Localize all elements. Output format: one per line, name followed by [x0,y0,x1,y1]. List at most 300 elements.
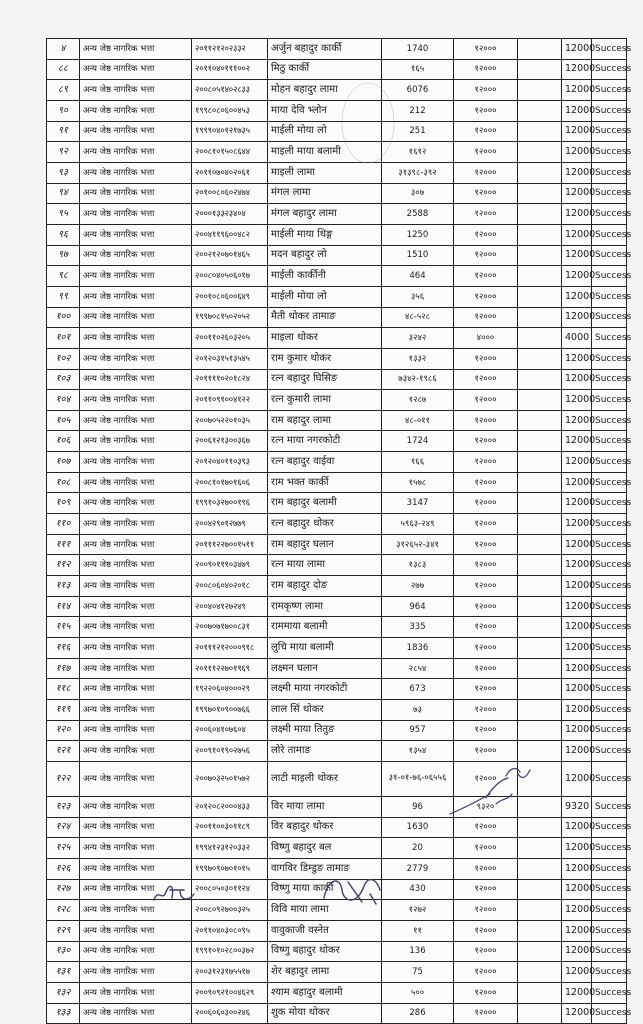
table-row [47,410,627,431]
beneficiary-name-cell: रत्न बहादुर घिसिङ [268,369,382,390]
beneficiary-name-cell: लक्ष्मी माया नगरकोटी [268,679,382,700]
serial-number-cell: ९८ [47,266,80,287]
account-number-cell: ५९६३-२४९ [382,514,454,535]
blank-cell [518,534,562,555]
serial-number-cell: १२० [47,720,80,741]
amount-cell: १२००० [454,80,518,101]
serial-number-cell: ११२ [47,555,80,576]
account-number-cell: १५७८ [382,472,454,493]
blank-cell [518,817,562,838]
serial-number-cell: १०१ [47,328,80,349]
citizenship-number-cell: २०१२०४०११०३९३ [192,452,268,473]
blank-cell [518,679,562,700]
status-cell: Success [592,720,627,741]
table-row [47,286,627,307]
citizenship-number-cell: २००९०१११०३४७९ [192,555,268,576]
amount-cell: १२००० [454,817,518,838]
serial-number-cell: ९४ [47,183,80,204]
serial-number-cell: १३२ [47,982,80,1003]
citizenship-number-cell: १९९१०१०२८००३७२ [192,941,268,962]
table-row [47,534,627,555]
blank-cell [518,493,562,514]
table-row [47,817,627,838]
paid-amount-cell: 12000 [562,761,592,796]
paid-amount-cell: 12000 [562,452,592,473]
description-cell: अन्य जेष्ठ नागरिक भत्ता [80,741,192,762]
citizenship-number-cell: २००११०२६०३२०५ [192,328,268,349]
description-cell: अन्य जेष्ठ नागरिक भत्ता [80,183,192,204]
beneficiary-name-cell: अर्जुन बहादुर कार्की [268,39,382,60]
serial-number-cell: १३१ [47,962,80,983]
table-row [47,39,627,60]
status-cell: Success [592,452,627,473]
blank-cell [518,245,562,266]
description-cell: अन्य जेष्ठ नागरिक भत्ता [80,720,192,741]
description-cell: अन्य जेष्ठ नागरिक भत्ता [80,307,192,328]
amount-cell: १२००० [454,369,518,390]
paid-amount-cell: 12000 [562,617,592,638]
status-cell: Success [592,900,627,921]
account-number-cell: १६१२ [382,142,454,163]
serial-number-cell: ९१ [47,121,80,142]
serial-number-cell: ११५ [47,617,80,638]
blank-cell [518,162,562,183]
citizenship-number-cell: २०१११२१२०००९१८ [192,638,268,659]
blank-cell [518,638,562,659]
table-row [47,390,627,411]
account-number-cell: 75 [382,962,454,983]
blank-cell [518,1003,562,1024]
status-cell: Success [592,796,627,817]
serial-number-cell: ११६ [47,638,80,659]
description-cell: अन्य जेष्ठ नागरिक भत्ता [80,1003,192,1024]
account-number-cell: ३०७ [382,183,454,204]
amount-cell: १२००० [454,348,518,369]
paid-amount-cell: 12000 [562,472,592,493]
beneficiary-name-cell: राम कुमार थोकर [268,348,382,369]
table-row [47,369,627,390]
paid-amount-cell: 12000 [562,183,592,204]
amount-cell: १२००० [454,720,518,741]
amount-cell: १२००० [454,658,518,679]
paid-amount-cell: 12000 [562,307,592,328]
serial-number-cell: १०२ [47,348,80,369]
table-row [47,555,627,576]
beneficiary-name-cell: माइली लामा [268,162,382,183]
serial-number-cell: ८८ [47,59,80,80]
beneficiary-name-cell: विवि माया लामा [268,900,382,921]
account-number-cell: १३५४ [382,741,454,762]
account-number-cell: ३५६ [382,286,454,307]
table-row [47,142,627,163]
amount-cell: १२००० [454,617,518,638]
citizenship-number-cell: २००९१०१९०२७५६ [192,741,268,762]
serial-number-cell: ९७ [47,245,80,266]
description-cell: अन्य जेष्ठ नागरिक भत्ता [80,617,192,638]
paid-amount-cell: 12000 [562,142,592,163]
paid-amount-cell: 12000 [562,700,592,721]
blank-cell [518,720,562,741]
account-number-cell: 957 [382,720,454,741]
status-cell: Success [592,962,627,983]
paid-amount-cell: 12000 [562,900,592,921]
status-cell: Success [592,100,627,121]
status-cell: Success [592,679,627,700]
description-cell: अन्य जेष्ठ नागरिक भत्ता [80,761,192,796]
serial-number-cell: ११० [47,514,80,535]
serial-number-cell: १०९ [47,493,80,514]
paid-amount-cell: 12000 [562,534,592,555]
amount-cell: १२००० [454,224,518,245]
status-cell: Success [592,817,627,838]
status-cell: Success [592,576,627,597]
serial-number-cell: ९३ [47,162,80,183]
table-row [47,162,627,183]
citizenship-number-cell: २०११०७०४०२०६१ [192,162,268,183]
table-row [47,245,627,266]
serial-number-cell: ११३ [47,576,80,597]
paid-amount-cell: 12000 [562,879,592,900]
amount-cell: १२००० [454,431,518,452]
amount-cell: १२००० [454,576,518,597]
citizenship-number-cell: २००८०६०४०२०१८ [192,576,268,597]
citizenship-number-cell: २००९०९२१००४६२९ [192,982,268,1003]
beneficiary-name-cell: राम भक्त कार्की [268,472,382,493]
status-cell: Success [592,142,627,163]
table-row [47,900,627,921]
account-number-cell: २७७ [382,576,454,597]
amount-cell: १२००० [454,266,518,287]
citizenship-number-cell: २०११०४०३०८०९५ [192,920,268,941]
table-row [47,493,627,514]
paid-amount-cell: 12000 [562,555,592,576]
status-cell: Success [592,920,627,941]
table-row [47,741,627,762]
table-row [47,858,627,879]
blank-cell [518,700,562,721]
description-cell: अन्य जेष्ठ नागरिक भत्ता [80,142,192,163]
citizenship-number-cell: १९९७०१०९००७६६ [192,700,268,721]
paid-amount-cell: 12000 [562,204,592,225]
serial-number-cell: १०४ [47,390,80,411]
account-number-cell: 430 [382,879,454,900]
status-cell: Success [592,162,627,183]
description-cell: अन्य जेष्ठ नागरिक भत्ता [80,679,192,700]
account-number-cell: 2779 [382,858,454,879]
paid-amount-cell: 12000 [562,59,592,80]
amount-cell: १२००० [454,39,518,60]
citizenship-number-cell: २०१२०३१५१३५४५ [192,348,268,369]
serial-number-cell: १२७ [47,879,80,900]
paid-amount-cell: 12000 [562,266,592,287]
citizenship-number-cell: १९९७०९०७०१०१५ [192,858,268,879]
serial-number-cell: १११ [47,534,80,555]
account-number-cell: 1740 [382,39,454,60]
account-number-cell: 1630 [382,817,454,838]
table-row [47,700,627,721]
description-cell: अन्य जेष्ठ नागरिक भत्ता [80,638,192,659]
table-row [47,266,627,287]
blank-cell [518,328,562,349]
description-cell: अन्य जेष्ठ नागरिक भत्ता [80,796,192,817]
amount-cell: १२००० [454,452,518,473]
account-number-cell: २८५४ [382,658,454,679]
citizenship-number-cell: २००११००३०११८९ [192,817,268,838]
amount-cell: १२००० [454,962,518,983]
description-cell: अन्य जेष्ठ नागरिक भत्ता [80,121,192,142]
account-number-cell: 2588 [382,204,454,225]
citizenship-number-cell: १९९९०४०१२१७३५ [192,121,268,142]
status-cell: Success [592,555,627,576]
serial-number-cell: ९९ [47,286,80,307]
table-row [47,1003,627,1024]
amount-cell: १२००० [454,761,518,796]
amount-cell: १२००० [454,941,518,962]
description-cell: अन्य जेष्ठ नागरिक भत्ता [80,700,192,721]
beneficiary-name-cell: विर माया लामा [268,796,382,817]
beneficiary-name-cell: विष्णु बहादुर बल [268,838,382,859]
account-number-cell: 6076 [382,80,454,101]
beneficiary-name-cell: राम बहादुर लामा [268,410,382,431]
blank-cell [518,307,562,328]
serial-number-cell: ११९ [47,700,80,721]
citizenship-number-cell: २००६०४१०७६०४ [192,720,268,741]
status-cell: Success [592,700,627,721]
description-cell: अन्य जेष्ठ नागरिक भत्ता [80,348,192,369]
account-number-cell: ७३४२-१९८६ [382,369,454,390]
status-cell: Success [592,879,627,900]
account-number-cell: १३८३ [382,555,454,576]
citizenship-number-cell: २०११२१२०२३३२ [192,39,268,60]
status-cell: Success [592,59,627,80]
account-number-cell: 1510 [382,245,454,266]
beneficiary-name-cell: विष्णु माया कार्की [268,879,382,900]
paid-amount-cell: 12000 [562,941,592,962]
amount-cell: १२००० [454,204,518,225]
table-row [47,658,627,679]
citizenship-number-cell: २०१२०८२०००४३३ [192,796,268,817]
paid-amount-cell: 12000 [562,920,592,941]
serial-number-cell: १०८ [47,472,80,493]
citizenship-number-cell: २००४११९६००४८२ [192,224,268,245]
status-cell: Success [592,941,627,962]
status-cell: Success [592,121,627,142]
paid-amount-cell: 12000 [562,1003,592,1024]
paid-amount-cell: 12000 [562,514,592,535]
beneficiary-name-cell: विष्णु बहादुर थोकर [268,941,382,962]
table-row [47,307,627,328]
account-number-cell: 20 [382,838,454,859]
description-cell: अन्य जेष्ठ नागरिक भत्ता [80,514,192,535]
status-cell: Success [592,369,627,390]
status-cell: Success [592,307,627,328]
account-number-cell: 1836 [382,638,454,659]
account-number-cell: 964 [382,596,454,617]
status-cell: Success [592,431,627,452]
table-row [47,183,627,204]
account-number-cell: ३२४२ [382,328,454,349]
amount-cell: ९३२० [454,796,518,817]
description-cell: अन्य जेष्ठ नागरिक भत्ता [80,266,192,287]
amount-cell: १२००० [454,121,518,142]
serial-number-cell: १३३ [47,1003,80,1024]
beneficiary-name-cell: राम बहादुर घलान [268,534,382,555]
citizenship-number-cell: २००२१२०७०१४६५ [192,245,268,266]
paid-amount-cell: 9320 [562,796,592,817]
blank-cell [518,142,562,163]
citizenship-number-cell: २०११११०२०१८२४ [192,369,268,390]
status-cell: Success [592,493,627,514]
description-cell: अन्य जेष्ठ नागरिक भत्ता [80,100,192,121]
description-cell: अन्य जेष्ठ नागरिक भत्ता [80,493,192,514]
account-number-cell: 136 [382,941,454,962]
blank-cell [518,576,562,597]
amount-cell: १२००० [454,879,518,900]
table-row [47,514,627,535]
citizenship-number-cell: २००८०४०५०६०१७ [192,266,268,287]
citizenship-number-cell: २००८१०१७०१६०६ [192,472,268,493]
citizenship-number-cell: २००७०३२५०१५७२ [192,761,268,796]
citizenship-number-cell: २००६०६०३००२४६ [192,1003,268,1024]
amount-cell: १२००० [454,286,518,307]
amount-cell: १२००० [454,596,518,617]
status-cell: Success [592,204,627,225]
amount-cell: १२००० [454,245,518,266]
beneficiary-name-cell: मैती थोकर तामाङ [268,307,382,328]
account-number-cell: 335 [382,617,454,638]
description-cell: अन्य जेष्ठ नागरिक भत्ता [80,962,192,983]
serial-number-cell: १३० [47,941,80,962]
beneficiary-name-cell: राम बहादुर बलामी [268,493,382,514]
account-number-cell: 286 [382,1003,454,1024]
beneficiary-name-cell: मंगल बहादुर लामा [268,204,382,225]
beneficiary-name-cell: माइला थोकर [268,328,382,349]
description-cell: अन्य जेष्ठ नागरिक भत्ता [80,410,192,431]
description-cell: अन्य जेष्ठ नागरिक भत्ता [80,204,192,225]
serial-number-cell: १२२ [47,761,80,796]
beneficiary-name-cell: वागविर डिम्डुङ तामाङ [268,858,382,879]
table-row [47,431,627,452]
account-number-cell: 464 [382,266,454,287]
status-cell: Success [592,1003,627,1024]
status-cell: Success [592,858,627,879]
amount-cell: १२००० [454,100,518,121]
paid-amount-cell: 12000 [562,962,592,983]
citizenship-number-cell: २००८१०१५०८६४४ [192,142,268,163]
status-cell: Success [592,245,627,266]
paid-amount-cell: 12000 [562,982,592,1003]
description-cell: अन्य जेष्ठ नागरिक भत्ता [80,534,192,555]
serial-number-cell: १०७ [47,452,80,473]
paid-amount-cell: 12000 [562,348,592,369]
amount-cell: १२००० [454,700,518,721]
citizenship-number-cell: २०११०९१००४१२२ [192,390,268,411]
description-cell: अन्य जेष्ठ नागरिक भत्ता [80,452,192,473]
blank-cell [518,858,562,879]
description-cell: अन्य जेष्ठ नागरिक भत्ता [80,245,192,266]
paid-amount-cell: 12000 [562,596,592,617]
beneficiary-name-cell: माईली कार्कीनी [268,266,382,287]
table-row [47,920,627,941]
account-number-cell: ३१३९८-३९२ [382,162,454,183]
table-row [47,962,627,983]
table-row [47,596,627,617]
citizenship-number-cell: २००४२९०१२७७९ [192,514,268,535]
account-number-cell: ४८-५२८ [382,307,454,328]
paid-amount-cell: 12000 [562,576,592,597]
account-number-cell: ३१२६५२-३४१ [382,534,454,555]
paid-amount-cell: 12000 [562,224,592,245]
citizenship-number-cell: २०१००८०६०२४७४ [192,183,268,204]
status-cell: Success [592,328,627,349]
table-row [47,838,627,859]
status-cell: Success [592,286,627,307]
table-row [47,80,627,101]
description-cell: अन्य जेष्ठ नागरिक भत्ता [80,920,192,941]
beneficiary-name-cell: मदन बहादुर लो [268,245,382,266]
table-row [47,879,627,900]
status-cell: Success [592,838,627,859]
blank-cell [518,555,562,576]
status-cell: Success [592,410,627,431]
paid-amount-cell: 12000 [562,493,592,514]
blank-cell [518,39,562,60]
paid-amount-cell: 12000 [562,741,592,762]
table-body [47,39,632,1024]
amount-cell: १२००० [454,900,518,921]
description-cell: अन्य जेष्ठ नागरिक भत्ता [80,838,192,859]
citizenship-number-cell: १९९४१२३१२०३३२ [192,838,268,859]
paid-amount-cell: 12000 [562,638,592,659]
status-cell: Success [592,638,627,659]
blank-cell [518,100,562,121]
status-cell: Success [592,472,627,493]
amount-cell: ४००० [454,328,518,349]
beneficiary-name-cell: रत्न बहादुर वाईवा [268,452,382,473]
amount-cell: १२००० [454,534,518,555]
account-number-cell: ७३ [382,700,454,721]
amount-cell: १२००० [454,838,518,859]
blank-cell [518,514,562,535]
citizenship-number-cell: २००७०७१७००८३१ [192,617,268,638]
blank-cell [518,204,562,225]
citizenship-number-cell: १९९१०३२७००१९६ [192,493,268,514]
table-row [47,121,627,142]
blank-cell [518,596,562,617]
description-cell: अन्य जेष्ठ नागरिक भत्ता [80,858,192,879]
amount-cell: १२००० [454,514,518,535]
account-number-cell: 3147 [382,493,454,514]
beneficiary-name-cell: राम बहादुर दोङ [268,576,382,597]
citizenship-number-cell: २०१११२२७००१५११ [192,534,268,555]
description-cell: अन्य जेष्ठ नागरिक भत्ता [80,39,192,60]
description-cell: अन्य जेष्ठ नागरिक भत्ता [80,328,192,349]
table-row [47,796,627,817]
citizenship-number-cell: २००८०५०३०११२४ [192,879,268,900]
blank-cell [518,761,562,796]
serial-number-cell: १२३ [47,796,80,817]
table-row [47,100,627,121]
beneficiary-name-cell: लक्ष्मन घलान [268,658,382,679]
status-cell: Success [592,39,627,60]
beneficiary-name-cell: लोरे तामाङ [268,741,382,762]
blank-cell [518,741,562,762]
payment-table [46,38,632,1024]
status-cell: Success [592,534,627,555]
citizenship-number-cell: १९९७०८१५०२०५२ [192,307,268,328]
serial-number-cell: १२९ [47,920,80,941]
account-number-cell: 212 [382,100,454,121]
